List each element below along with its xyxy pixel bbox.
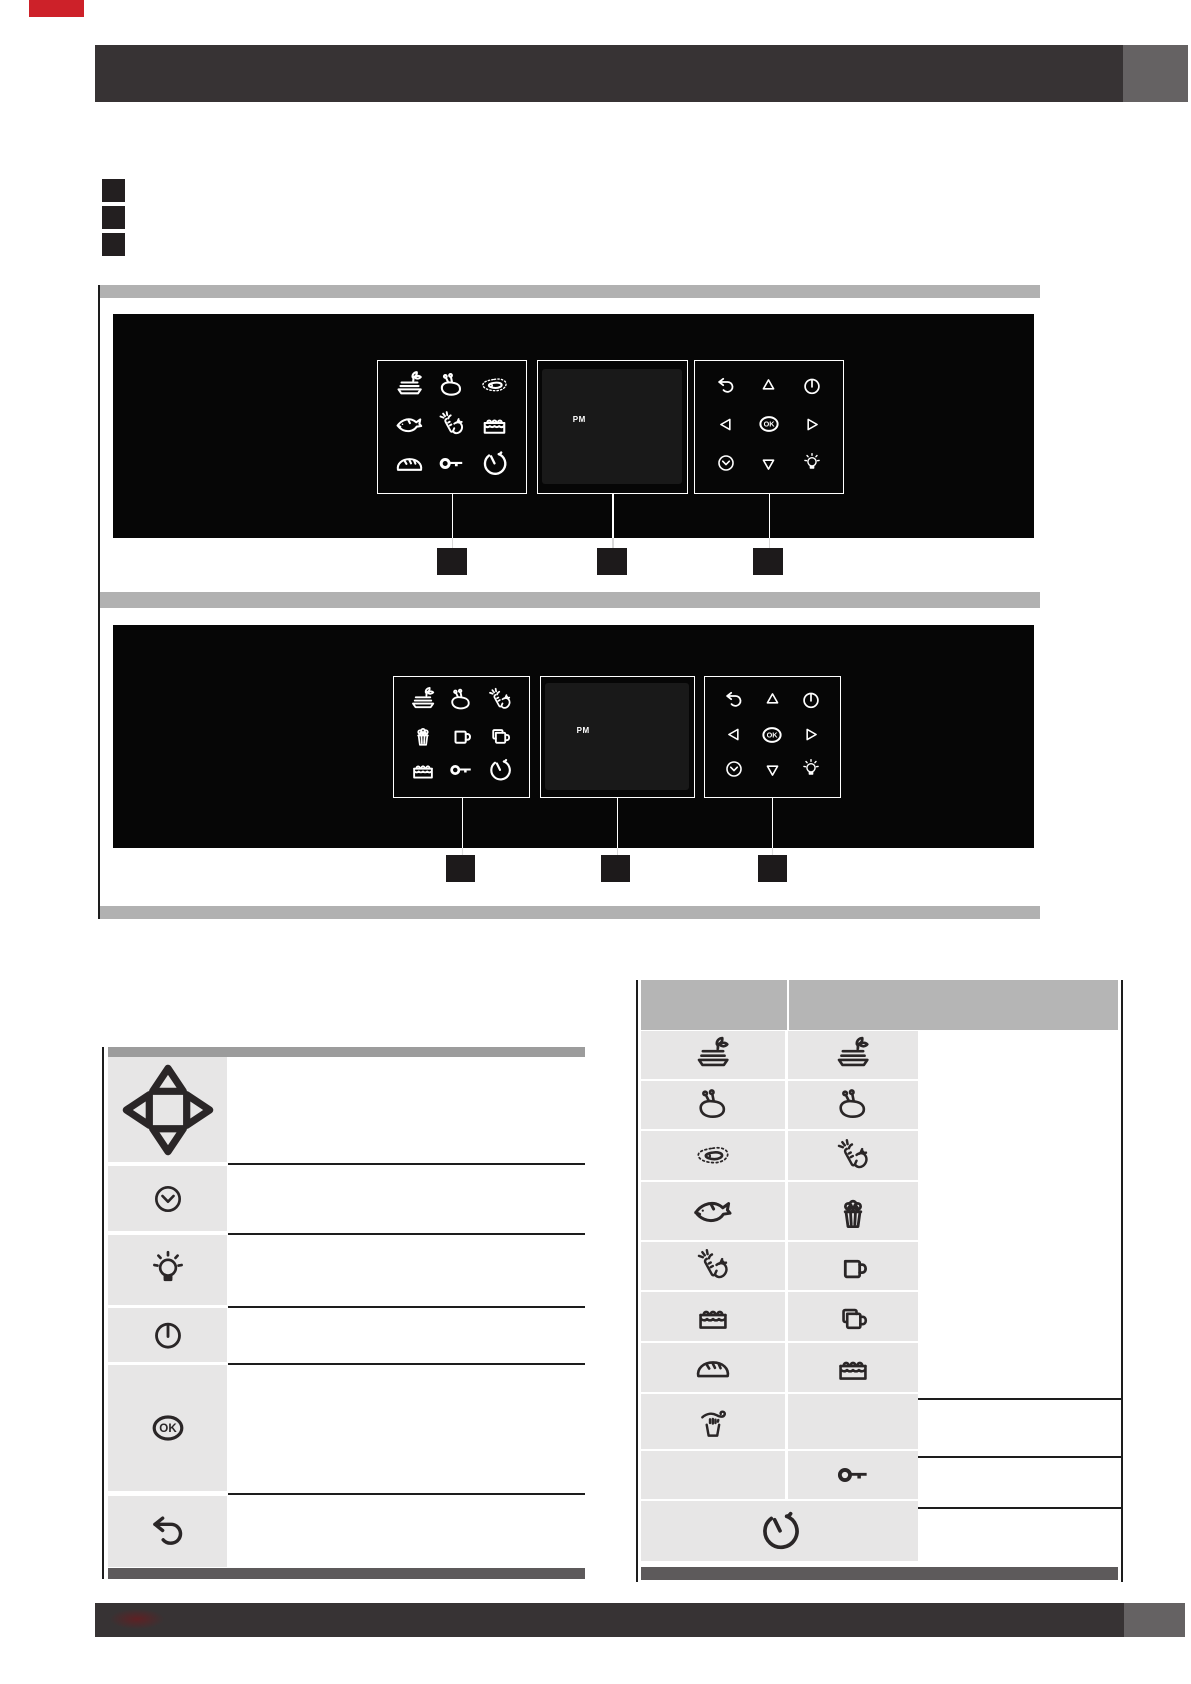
vegetables-icon [435,408,468,441]
panel-button [799,688,823,717]
panel-button [800,724,821,750]
clock-icon [148,1179,188,1219]
function-icon-grid [394,677,529,797]
callout-line [452,538,454,548]
table-row [108,1496,227,1567]
control-icon-grid [695,361,843,493]
display-box [540,676,695,798]
panel-button [435,408,468,446]
panel-button [393,369,426,407]
footer-logo-mark [110,1609,164,1629]
power-icon [800,374,824,398]
function-cell-col2 [788,1343,918,1392]
popcorn-icon [829,1187,877,1235]
power-icon [799,688,823,712]
mug-icon [446,720,476,750]
square-bullet-icon [102,179,125,202]
function-cell-col2 [788,1031,918,1079]
meat-icon [692,1135,734,1177]
panel-button [714,451,738,480]
callout-line [612,538,614,548]
panel-button [393,408,426,446]
bullet-list [102,179,125,260]
panel-button [722,688,746,717]
panel-button [485,685,515,720]
function-cell-col2 [788,1242,918,1290]
function-cell-col1 [641,1394,785,1449]
reheat-plate-icon [692,1034,734,1076]
table-header-col1 [641,980,787,1030]
vegetables-icon [692,1245,734,1287]
square-bullet-icon [102,233,125,256]
function-cell-col2 [788,1081,918,1129]
table-row [108,1235,227,1305]
function-cell-col2 [788,1131,918,1180]
callout-1 [437,548,467,575]
display-box [537,360,688,494]
up-icon [758,375,779,396]
table-row [641,1451,918,1499]
panel-button [758,375,779,401]
table-row [641,1131,918,1180]
cake-icon [408,755,438,785]
footer-page-tab [1124,1603,1185,1637]
panel-button [408,685,438,720]
functions-rows [641,1031,918,1563]
mug-icon [832,1245,874,1287]
page-corner-red-mark [29,0,84,17]
section-bar-bottom [98,906,1040,919]
callout-line [772,798,774,848]
row-divider [918,1398,1121,1400]
display-text: PM [576,725,590,735]
function-cell-col1 [641,1131,785,1180]
function-cell-col1 [641,1242,785,1290]
buttons-legend-table [102,1047,585,1579]
panel-button [800,374,824,403]
panel-button [799,757,823,786]
callout-2 [597,548,627,575]
chicken-icon [692,1084,734,1126]
oven-control-panel-1 [113,314,1034,538]
left-icon [724,724,745,745]
header-page-tab [1123,45,1188,102]
panel-button [762,759,783,785]
callout-line [462,848,464,855]
function-icons-box [377,360,527,494]
row-divider [228,1163,585,1165]
row-divider [918,1507,1121,1509]
row-divider [918,1456,1121,1458]
panel-button [757,720,787,755]
double-mug-icon [832,1296,874,1338]
section-left-rule [98,285,100,919]
panel-button [714,374,738,403]
functions-table [636,980,1123,1582]
cake-icon [478,408,511,441]
meat-icon [478,369,511,402]
left-icon [716,414,737,435]
function-cell-col2 [788,1451,918,1499]
panel-button [724,724,745,750]
row-divider [228,1233,585,1235]
back-icon [722,688,746,712]
chicken-icon [832,1084,874,1126]
panel-button [446,720,476,755]
function-icons-box [393,676,530,798]
display-screen [542,369,682,484]
table-footer-bar [641,1567,1118,1580]
table-row [641,1242,918,1290]
display-text: PM [572,415,586,424]
table-row [641,1292,918,1341]
panel-button [435,447,468,485]
control-buttons-box [704,676,841,798]
cake-icon [832,1347,874,1389]
reheat-plate-icon [393,369,426,402]
panel-button [478,408,511,446]
back-icon [714,374,738,398]
light-icon [145,1247,191,1293]
callout-line [612,494,614,538]
callout-3 [758,855,787,882]
right-icon [800,724,821,745]
popcorn-icon [408,720,438,750]
panel-button [800,451,824,480]
callout-1 [446,855,475,882]
bread-icon [393,447,426,480]
defrost-icon [692,1401,734,1443]
table-header-col2 [789,980,1118,1030]
down-icon [758,453,779,474]
callout-2 [601,855,630,882]
row-divider [228,1493,585,1495]
panel-button [762,689,783,715]
ok-icon [144,1404,192,1452]
row-divider [228,1363,585,1365]
function-cell-col1 [641,1451,785,1499]
function-cell-col2 [788,1182,918,1240]
table-row [641,1501,918,1561]
vegetables-icon [485,685,515,715]
panel-button [716,414,737,440]
table-row [108,1166,227,1231]
panel-button [801,414,822,440]
callout-line [769,494,771,538]
reheat-plate-icon [832,1034,874,1076]
callout-line [452,494,454,538]
function-cell-col1 [641,1343,785,1392]
function-icon-grid [378,361,526,493]
table-row [641,1394,918,1449]
panel-button [485,755,515,790]
panel-button [478,447,511,485]
callout-line [462,798,464,848]
callout-line [617,798,619,848]
function-cell-col1 [641,1081,785,1129]
ok-icon [757,720,787,750]
chicken-icon [446,685,476,715]
header-title-band [95,45,1123,102]
clock-icon [722,757,746,781]
section-bar-middle [98,592,1040,608]
light-icon [800,451,824,475]
key-lock-icon [435,447,468,480]
bread-icon [692,1347,734,1389]
cake-icon [692,1296,734,1338]
table-footer-bar [108,1568,585,1579]
function-cell-col1 [641,1292,785,1341]
panel-button [722,757,746,786]
panel-button [758,453,779,479]
ok-icon [754,409,784,439]
panel-button [754,409,784,444]
timer-icon [485,755,515,785]
back-icon [145,1509,191,1555]
table-row [641,1081,918,1129]
panel-button [408,755,438,790]
fish-icon [689,1187,737,1235]
panel-button [485,720,515,755]
control-buttons-box [694,360,844,494]
key-lock-icon [446,755,476,785]
power-icon [148,1315,188,1355]
fish-icon [393,408,426,441]
panel-button [393,447,426,485]
section-bar-top [98,285,1040,298]
reheat-plate-icon [408,685,438,715]
function-cell-col1 [641,1182,785,1240]
right-icon [801,414,822,435]
vegetables-icon [832,1135,874,1177]
function-cell-col1 [641,1031,785,1079]
panel-button [408,720,438,755]
timer-icon [478,447,511,480]
oven-control-panel-2 [113,625,1034,848]
display-screen [545,683,689,790]
callout-line [617,848,619,855]
callout-line [772,848,774,855]
legend-icon-column [108,1057,227,1567]
timer-icon [754,1505,806,1557]
down-icon [762,759,783,780]
table-row [641,1343,918,1392]
panel-button [478,369,511,407]
table-header-bar [108,1047,585,1057]
function-cell-merged [641,1501,918,1561]
light-icon [799,757,823,781]
table-row [641,1182,918,1240]
control-icon-grid [705,677,840,797]
up-icon [762,689,783,710]
table-row [641,1031,918,1079]
callout-3 [753,548,783,575]
table-row [108,1308,227,1362]
panel-button [435,369,468,407]
table-row [108,1057,227,1162]
row-divider [228,1306,585,1308]
table-left-rule [102,1047,104,1579]
table-left-rule [636,980,638,1582]
footer-band [95,1603,1124,1637]
square-bullet-icon [102,206,125,229]
table-right-rule [1121,980,1123,1582]
panel-button [446,755,476,790]
callout-line [769,538,771,548]
clock-icon [714,451,738,475]
nav-arrows-icon [117,1059,219,1161]
panel-button [446,685,476,720]
chicken-icon [435,369,468,402]
function-cell-col2 [788,1394,918,1449]
table-row [108,1365,227,1491]
double-mug-icon [485,720,515,750]
function-cell-col2 [788,1292,918,1341]
key-lock-icon [832,1454,874,1496]
